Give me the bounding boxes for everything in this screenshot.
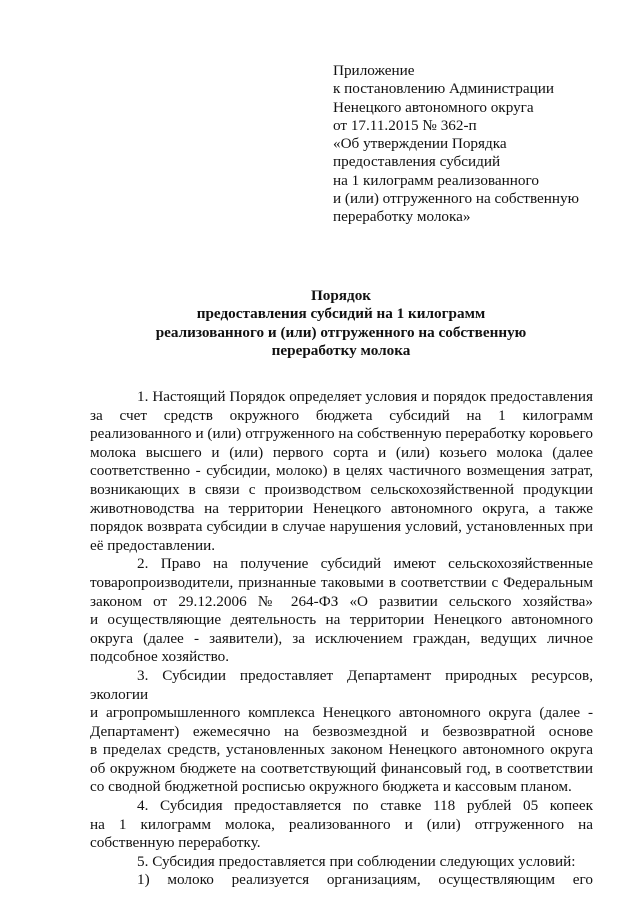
- title-line: предоставления субсидий на 1 килограмм: [196, 305, 486, 323]
- paragraph-1: [90, 388, 593, 555]
- paragraph-3: [90, 667, 593, 797]
- paragraph-line: реализованного и (или) отгруженного на собственную переработку коровьего: [90, 425, 593, 443]
- paragraph-line: со сводной бюджетной росписью окружного бюджета и кассовым планом.: [90, 778, 572, 796]
- paragraph-line: за счет средств окружного бюджета субсидий на 1 килограмм: [90, 406, 593, 424]
- title-line: реализованного и (или) отгруженного на собственную: [155, 323, 527, 341]
- paragraph-line: Департамент) ежемесячно на безвозмездной и безвозвратной основе: [90, 722, 593, 740]
- paragraph-2: [90, 555, 593, 667]
- appendix-line: переработку молока»: [333, 208, 471, 226]
- paragraph-line: возникающих в связи с производством сельскохозяйственной продукции: [90, 480, 593, 498]
- paragraph-line: порядок возврата субсидии в случае нарушения условий, установленных при: [90, 518, 593, 536]
- title-line: Порядок: [310, 287, 372, 304]
- appendix-line: предоставления субсидий: [333, 153, 501, 171]
- paragraph-line: на 1 килограмм молока, реализованного и (или) отгруженного на: [90, 815, 593, 833]
- document-title: [60, 287, 622, 361]
- paragraph-5: [90, 853, 593, 872]
- appendix-header: [333, 62, 633, 227]
- paragraph-line: 1) молоко реализуется организациям, осуществляющим его: [137, 871, 593, 889]
- paragraph-line: и агропромышленного комплекса Ненецкого автономного округа (далее -: [90, 704, 593, 722]
- appendix-line: Приложение: [333, 62, 415, 79]
- paragraph-line: собственную переработку.: [90, 834, 261, 852]
- paragraph-line: животноводства на территории Ненецкого автономного округа, а также: [90, 499, 593, 517]
- paragraph-line: 3. Субсидии предоставляет Департамент природных ресурсов, экологии: [90, 666, 593, 703]
- paragraph-line: в пределах средств, установленных законом Ненецкого автономного округа: [90, 741, 593, 759]
- appendix-line: «Об утверждении Порядка: [333, 135, 507, 153]
- appendix-line: к постановлению Администрации: [333, 80, 554, 98]
- appendix-line: Ненецкого автономного округа: [333, 98, 534, 116]
- paragraph-line: об окружном бюджете на соответствующий финансовый год, в соответствии: [90, 759, 593, 777]
- appendix-line: от 17.11.2015 № 362-п: [333, 116, 477, 134]
- paragraph-line: её предоставлении.: [90, 536, 216, 554]
- paragraph-line: подсобное хозяйство.: [90, 648, 230, 666]
- paragraph-line: 4. Субсидия предоставляется по ставке 118 рублей 05 копеек: [137, 797, 593, 815]
- paragraph-6: [90, 871, 593, 890]
- paragraph-line: 5. Субсидия предоставляется при соблюдении следующих условий:: [137, 852, 576, 870]
- paragraph-line: законом от 29.12.2006 № 264-ФЗ «О развитии сельского хозяйства»: [90, 592, 593, 610]
- paragraph-4: [90, 797, 593, 853]
- title-line: переработку молока: [271, 342, 411, 360]
- paragraph-line: 1. Настоящий Порядок определяет условия и порядок предоставления: [137, 388, 593, 405]
- paragraph-line: молока высшего и (или) первого сорта и (или) козьего молока (далее: [90, 443, 593, 461]
- paragraph-line: соответственно - субсидии, молоко) в целях частичного возмещения затрат,: [90, 462, 593, 480]
- paragraph-line: товаропроизводители, признанные таковыми в соответствии с Федеральным: [90, 573, 593, 591]
- appendix-line: на 1 килограмм реализованного: [333, 171, 539, 189]
- document-body: [90, 388, 593, 890]
- paragraph-line: и осуществляющие деятельность на территории Ненецкого автономного: [90, 611, 593, 629]
- paragraph-line: 2. Право на получение субсидий имеют сельскохозяйственные: [137, 555, 593, 573]
- paragraph-line: округа (далее - заявители), за исключением граждан, ведущих личное: [90, 629, 593, 647]
- appendix-line: и (или) отгруженного на собственную: [333, 190, 579, 208]
